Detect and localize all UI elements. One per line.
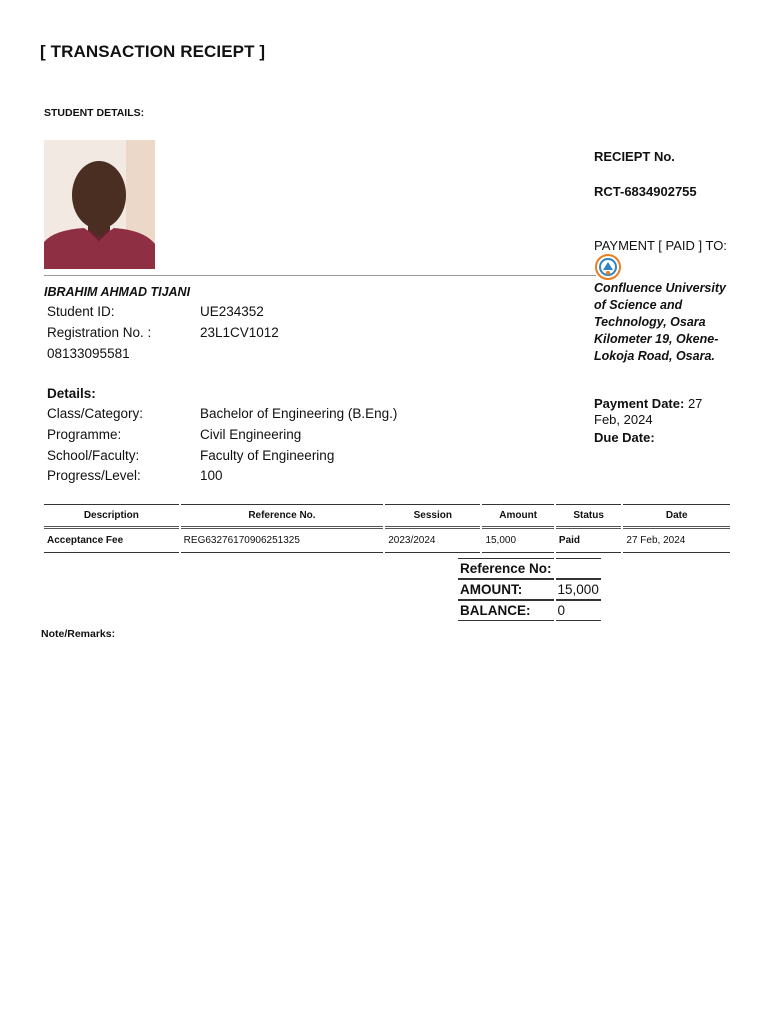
summary-amount-row: [458, 579, 601, 600]
table-header-row: [44, 504, 730, 529]
faculty-label: School/Faculty:: [47, 448, 140, 463]
summary-amount-value: 15,000: [556, 579, 601, 600]
summary-balance-row: [458, 600, 601, 621]
col-amount: Amount: [482, 504, 553, 529]
payment-summary: [456, 558, 603, 621]
class-value: Bachelor of Engineering (B.Eng.): [200, 406, 398, 421]
cell-date: 27 Feb, 2024: [623, 529, 730, 553]
page-title: [ TRANSACTION RECIEPT ]: [40, 42, 266, 61]
paid-to-label: PAYMENT [ PAID ] TO:: [594, 238, 727, 253]
summary-reference-row: [458, 558, 601, 579]
faculty-value: Faculty of Engineering: [200, 448, 335, 463]
cell-reference: REG63276170906251325: [181, 529, 384, 553]
receipt-number-label: RECIEPT No.: [594, 149, 675, 164]
col-date: Date: [623, 504, 730, 529]
programme-label: Programme:: [47, 427, 122, 442]
details-heading: Details:: [47, 386, 96, 401]
table-row: [44, 529, 730, 553]
student-photo: [44, 140, 155, 269]
registration-label: Registration No. :: [47, 325, 152, 340]
level-label: Progress/Level:: [47, 468, 141, 483]
university-logo-icon: [595, 254, 621, 280]
payee-address: Confluence University of Science and Technology, Osara Kilometer 19, Okene-Lokoja Road, Osara.: [594, 281, 726, 363]
notes-label: Note/Remarks:: [41, 628, 116, 640]
section-divider: [44, 275, 596, 276]
student-id-label: Student ID:: [47, 304, 115, 319]
payment-date-label: Payment Date:: [594, 396, 685, 411]
programme-value: Civil Engineering: [200, 427, 302, 442]
summary-balance-label: BALANCE:: [458, 600, 554, 621]
cell-status: Paid: [556, 529, 621, 553]
summary-reference-label: Reference No:: [458, 558, 554, 579]
payment-date: [594, 396, 724, 428]
col-reference: Reference No.: [181, 504, 384, 529]
student-name: IBRAHIM AHMAD TIJANI: [44, 285, 191, 299]
cell-amount: 15,000: [482, 529, 553, 553]
col-status: Status: [556, 504, 621, 529]
col-session: Session: [385, 504, 480, 529]
summary-balance-value: 0: [556, 600, 601, 621]
summary-reference-value: [556, 558, 601, 579]
summary-amount-label: AMOUNT:: [458, 579, 554, 600]
student-photo-image: [44, 140, 155, 269]
payment-date-value: 27 Feb, 2024: [594, 396, 703, 427]
due-date-label: Due Date:: [594, 430, 655, 445]
cell-description: Acceptance Fee: [44, 529, 179, 553]
student-details-heading: STUDENT DETAILS:: [44, 107, 145, 119]
class-label: Class/Category:: [47, 406, 144, 421]
transaction-table: [42, 504, 732, 553]
student-id-value: UE234352: [200, 304, 264, 319]
col-description: Description: [44, 504, 179, 529]
cell-session: 2023/2024: [385, 529, 480, 553]
registration-value: 23L1CV1012: [200, 325, 279, 340]
receipt-number: RCT-6834902755: [594, 184, 697, 199]
level-value: 100: [200, 468, 223, 483]
phone-number: 08133095581: [47, 346, 130, 361]
